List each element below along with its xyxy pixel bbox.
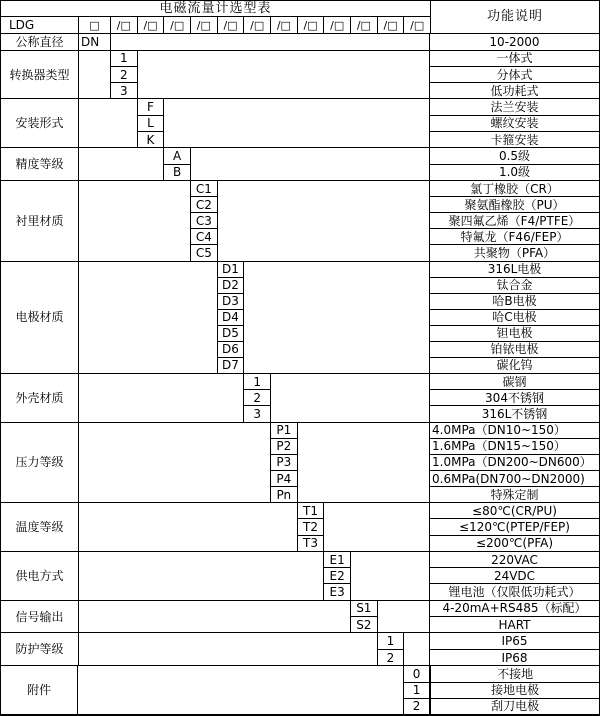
code-cell-temperature-rating-T3: T3 xyxy=(303,536,318,551)
code-column-accessories xyxy=(404,666,431,714)
code-slot-box: □ xyxy=(79,17,111,32)
function-cell-pressure-rating-0: 4.0MPa（DN10~150） xyxy=(430,423,599,439)
filler-left-liner-material xyxy=(79,181,191,261)
code-cell-power-supply-E1: E1 xyxy=(324,552,350,568)
function-column-signal-output xyxy=(429,601,599,633)
function-cell-housing-material-0: 碳钢 xyxy=(430,374,599,390)
filler-right-converter-type xyxy=(138,51,429,99)
category-label-housing-material: 外壳材质 xyxy=(1,374,79,422)
category-block-installation-type xyxy=(1,98,599,147)
function-column-installation-type xyxy=(429,99,599,147)
code-cell-temperature-rating-T2: T2 xyxy=(298,519,324,535)
filler-right-protection-rating xyxy=(404,633,429,665)
category-block-electrode-material xyxy=(1,261,599,373)
category-label-liner-material: 衬里材质 xyxy=(1,181,79,261)
category-block-accuracy-class xyxy=(1,147,599,180)
code-column-pressure-rating xyxy=(271,423,298,503)
filler-right-temperature-rating xyxy=(324,503,429,551)
filler-right-installation-type xyxy=(164,99,429,147)
code-cell-accuracy-class-A: A xyxy=(164,148,190,164)
function-cell-signal-output-0: 4-20mA+RS485（标配） xyxy=(430,601,599,617)
filler-right-electrode-material xyxy=(244,262,429,373)
function-cell-power-supply-2: 锂电池（仅限低功耗式） xyxy=(448,585,581,600)
filler-left-pressure-rating xyxy=(79,423,271,503)
function-cell-electrode-material-1: 钛合金 xyxy=(430,278,599,294)
filler-right-housing-material xyxy=(271,374,429,422)
function-cell-accessories-2: 刮刀电极 xyxy=(491,699,540,714)
category-label-nominal-diameter: 公称直径 xyxy=(1,34,79,50)
category-block-temperature-rating xyxy=(1,502,599,551)
category-label-power-supply: 供电方式 xyxy=(1,552,79,600)
code-column-liner-material xyxy=(191,181,218,261)
code-cell-pressure-rating-Pn: Pn xyxy=(276,487,292,502)
code-slot-box: /□ xyxy=(138,17,165,32)
filler-right-pressure-rating xyxy=(298,423,429,503)
category-block-power-supply xyxy=(1,551,599,600)
filler-left-temperature-rating xyxy=(79,503,298,551)
function-cell-converter-type-2: 低功耗式 xyxy=(490,83,539,98)
filler-right-accuracy-class xyxy=(191,148,429,180)
code-cell-pressure-rating-P2: P2 xyxy=(271,439,297,455)
code-cell-power-supply-E2: E2 xyxy=(324,568,350,584)
code-cell-converter-type-3: 3 xyxy=(120,83,128,98)
model-prefix: LDG xyxy=(1,17,79,32)
function-cell-installation-type-1: 螺纹安装 xyxy=(430,116,599,132)
function-cell-protection-rating-1: IP68 xyxy=(501,650,528,665)
code-cell-pressure-rating-P1: P1 xyxy=(271,423,297,439)
code-cell-liner-material-C3: C3 xyxy=(191,213,217,229)
category-block-converter-type xyxy=(1,50,599,99)
code-cell-pressure-rating-P4: P4 xyxy=(271,471,297,487)
function-cell-installation-type-2: 卡箍安装 xyxy=(490,132,539,147)
category-label-signal-output: 信号输出 xyxy=(1,601,79,633)
code-cell-electrode-material-D2: D2 xyxy=(218,278,244,294)
category-block-nominal-diameter xyxy=(1,33,599,50)
function-cell-electrode-material-3: 哈C电极 xyxy=(430,310,599,326)
function-cell-accessories-0: 不接地 xyxy=(431,666,599,682)
code-column-protection-rating xyxy=(378,633,405,665)
code-cell-nominal-diameter-DN: DN xyxy=(81,34,100,49)
code-column-converter-type xyxy=(111,51,138,99)
code-cell-accuracy-class-B: B xyxy=(173,165,182,180)
code-cell-power-supply-E3: E3 xyxy=(329,585,345,600)
code-cell-signal-output-S1: S1 xyxy=(351,601,377,617)
function-cell-electrode-material-2: 哈B电极 xyxy=(430,294,599,310)
code-column-signal-output xyxy=(351,601,378,633)
code-column-electrode-material xyxy=(218,262,245,373)
function-column-pressure-rating xyxy=(429,423,599,503)
filler-left-converter-type xyxy=(79,51,111,99)
code-cell-protection-rating-2: 2 xyxy=(386,650,395,665)
function-cell-temperature-rating-2: ≤200℃(PFA) xyxy=(475,536,554,551)
function-cell-temperature-rating-1: ≤120℃(PTEP/FEP) xyxy=(430,519,599,535)
code-cell-electrode-material-D5: D5 xyxy=(218,326,244,342)
code-cell-installation-type-L: L xyxy=(138,116,164,132)
function-column-protection-rating xyxy=(429,633,599,665)
filler-left-housing-material xyxy=(79,374,244,422)
code-cell-liner-material-C2: C2 xyxy=(191,197,217,213)
filler-left-signal-output xyxy=(79,601,351,633)
function-cell-protection-rating-0: IP65 xyxy=(430,633,599,649)
code-cell-housing-material-2: 2 xyxy=(244,390,270,406)
category-label-electrode-material: 电极材质 xyxy=(1,262,79,373)
function-column-converter-type xyxy=(429,51,599,99)
function-column-header: 功能说明 xyxy=(486,9,543,25)
filler-right-nominal-diameter xyxy=(111,34,429,50)
code-cell-temperature-rating-T1: T1 xyxy=(298,503,324,519)
function-cell-electrode-material-5: 铂铱电极 xyxy=(430,342,599,358)
code-column-power-supply xyxy=(324,552,351,600)
function-cell-electrode-material-4: 钽电极 xyxy=(430,326,599,342)
category-block-signal-output xyxy=(1,600,599,633)
category-label-installation-type: 安装形式 xyxy=(1,99,79,147)
function-cell-pressure-rating-3: 0.6MPa(DN700~DN2000) xyxy=(430,471,599,487)
filler-right-power-supply xyxy=(351,552,429,600)
category-label-accessories: 附件 xyxy=(1,666,78,714)
function-column-accuracy-class xyxy=(429,148,599,180)
model-code-row xyxy=(1,17,430,32)
category-block-housing-material xyxy=(1,373,599,422)
category-label-protection-rating: 防护等级 xyxy=(1,633,79,665)
function-cell-converter-type-0: 一体式 xyxy=(430,51,599,67)
category-block-accessories xyxy=(1,665,599,714)
function-column-housing-material xyxy=(429,374,599,422)
code-slot-box: /□ xyxy=(244,17,271,32)
code-slot-box: /□ xyxy=(271,17,298,32)
code-column-installation-type xyxy=(138,99,165,147)
code-slot-box: /□ xyxy=(298,17,325,32)
filler-left-accessories xyxy=(78,666,403,714)
code-cell-housing-material-3: 3 xyxy=(253,407,261,422)
function-column-power-supply xyxy=(429,552,599,600)
code-column-temperature-rating xyxy=(298,503,325,551)
function-cell-pressure-rating-1: 1.6MPa（DN15~150） xyxy=(430,439,599,455)
code-cell-accessories-0: 0 xyxy=(404,666,430,682)
function-cell-power-supply-1: 24VDC xyxy=(430,568,599,584)
function-cell-installation-type-0: 法兰安装 xyxy=(430,99,599,115)
function-column-temperature-rating xyxy=(429,503,599,551)
function-column-nominal-diameter xyxy=(429,34,599,50)
code-slot-box: /□ xyxy=(164,17,191,32)
filler-left-protection-rating xyxy=(79,633,378,665)
code-cell-converter-type-2: 2 xyxy=(111,67,137,83)
header-left xyxy=(1,1,431,33)
function-cell-liner-material-2: 聚四氟乙烯（F4/PTFE） xyxy=(430,213,599,229)
function-cell-pressure-rating-4: 特殊定制 xyxy=(490,487,539,502)
code-cell-accessories-1: 1 xyxy=(404,683,430,699)
category-label-pressure-rating: 压力等级 xyxy=(1,423,79,503)
code-cell-installation-type-F: F xyxy=(138,99,164,115)
filler-right-signal-output xyxy=(378,601,429,633)
category-block-liner-material xyxy=(1,180,599,261)
code-cell-converter-type-1: 1 xyxy=(111,51,137,67)
code-slot-box: /□ xyxy=(324,17,351,32)
function-cell-temperature-rating-0: ≤80℃(CR/PU) xyxy=(430,503,599,519)
code-cell-electrode-material-D3: D3 xyxy=(218,294,244,310)
filler-left-installation-type xyxy=(79,99,138,147)
function-cell-electrode-material-0: 316L电极 xyxy=(430,262,599,278)
code-cell-electrode-material-D7: D7 xyxy=(222,358,239,373)
category-block-protection-rating xyxy=(1,632,599,665)
function-cell-nominal-diameter-0: 10-2000 xyxy=(489,34,540,49)
function-cell-liner-material-3: 特氟龙（F46/FEP） xyxy=(430,229,599,245)
code-cell-pressure-rating-P3: P3 xyxy=(271,455,297,471)
code-column-housing-material xyxy=(244,374,271,422)
code-cell-installation-type-K: K xyxy=(146,132,155,147)
filler-left-accuracy-class xyxy=(79,148,164,180)
function-column-electrode-material xyxy=(429,262,599,373)
filler-left-power-supply xyxy=(79,552,324,600)
code-cell-electrode-material-D4: D4 xyxy=(218,310,244,326)
function-cell-power-supply-0: 220VAC xyxy=(430,552,599,568)
code-cell-accessories-2: 2 xyxy=(412,699,421,714)
function-cell-electrode-material-6: 碳化钨 xyxy=(496,358,533,373)
function-cell-accuracy-class-0: 0.5级 xyxy=(430,148,599,164)
table-header xyxy=(1,1,599,33)
code-cell-protection-rating-1: 1 xyxy=(378,633,404,649)
filler-right-liner-material xyxy=(218,181,429,261)
page-title: 电磁流量计选型表 xyxy=(1,1,430,17)
code-slot-box: /□ xyxy=(191,17,218,32)
code-slot-box: /□ xyxy=(378,17,405,32)
code-cell-signal-output-S2: S2 xyxy=(356,617,372,632)
function-cell-liner-material-1: 聚氨酯橡胶（PU） xyxy=(430,197,599,213)
function-cell-accessories-1: 接地电极 xyxy=(431,683,599,699)
filler-left-electrode-material xyxy=(79,262,218,373)
code-cell-electrode-material-D6: D6 xyxy=(218,342,244,358)
category-block-pressure-rating xyxy=(1,422,599,503)
function-column-liner-material xyxy=(429,181,599,261)
code-cell-housing-material-1: 1 xyxy=(244,374,270,390)
code-slot-box: /□ xyxy=(410,18,425,32)
code-cell-electrode-material-D1: D1 xyxy=(218,262,244,278)
category-label-accuracy-class: 精度等级 xyxy=(1,148,79,180)
code-cell-liner-material-C4: C4 xyxy=(191,229,217,245)
code-cell-liner-material-C1: C1 xyxy=(191,181,217,197)
function-cell-converter-type-1: 分体式 xyxy=(430,67,599,83)
category-label-converter-type: 转换器类型 xyxy=(1,51,79,99)
function-cell-housing-material-1: 304不锈钢 xyxy=(430,390,599,406)
function-cell-liner-material-4: 共聚物（PFA） xyxy=(473,245,556,260)
function-cell-pressure-rating-2: 1.0MPa（DN200~DN600） xyxy=(430,455,599,471)
code-column-nominal-diameter xyxy=(79,34,111,50)
code-slot-box: /□ xyxy=(218,17,245,32)
code-cell-liner-material-C5: C5 xyxy=(195,245,212,260)
function-cell-housing-material-2: 316L不锈钢 xyxy=(481,407,548,422)
code-column-accuracy-class xyxy=(164,148,191,180)
function-column-accessories xyxy=(430,666,599,714)
function-cell-signal-output-1: HART xyxy=(498,617,531,632)
function-cell-accuracy-class-1: 1.0级 xyxy=(498,165,531,180)
category-label-temperature-rating: 温度等级 xyxy=(1,503,79,551)
code-slot-box: /□ xyxy=(111,17,138,32)
code-slot-box: /□ xyxy=(351,17,378,32)
function-cell-liner-material-0: 氯丁橡胶（CR） xyxy=(430,181,599,197)
